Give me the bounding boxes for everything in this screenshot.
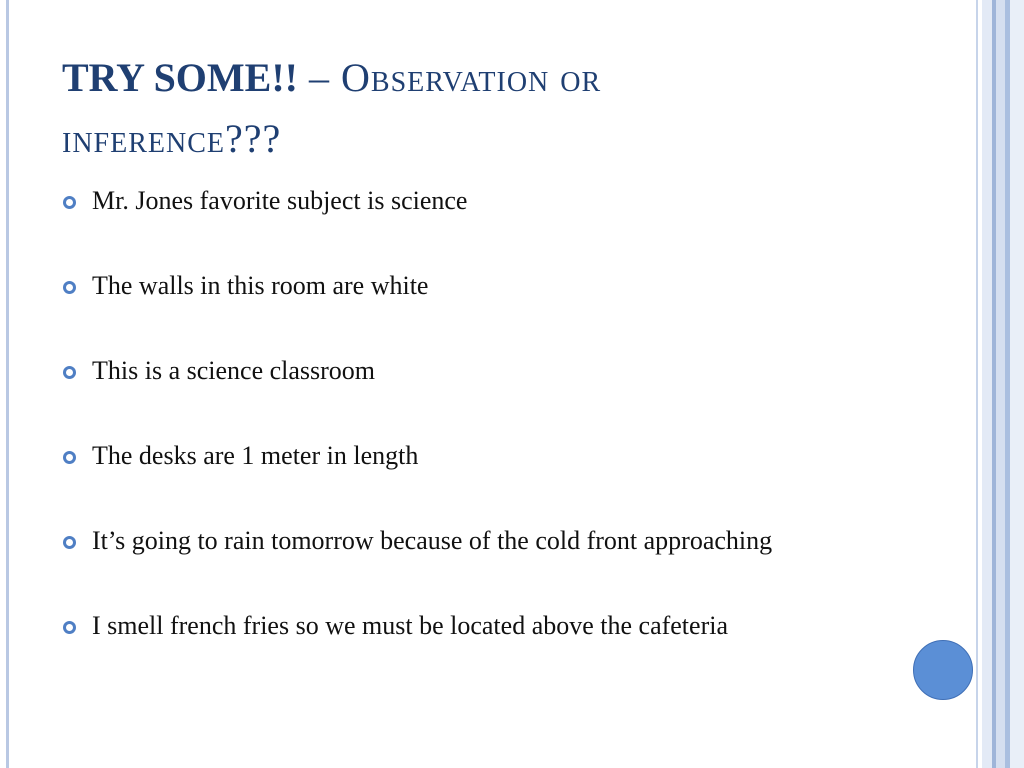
title-bold-part: TRY SOME!!: [62, 55, 298, 100]
bullet-text: The desks are 1 meter in length: [92, 441, 419, 470]
ring-bullet-icon: [63, 536, 76, 549]
title-rest-line1: – Observation or: [298, 55, 602, 100]
circle-accent-icon: [913, 640, 973, 700]
bullet-list: [62, 184, 822, 643]
bullet-text: It’s going to rain tomorrow because of the cold front approaching: [92, 526, 773, 555]
left-border-line: [6, 0, 9, 768]
bullet-item: [62, 184, 822, 218]
bullet-item: [62, 609, 822, 643]
ring-bullet-icon: [63, 281, 76, 294]
bullet-text: The walls in this room are white: [92, 271, 429, 300]
title-rest-line2: inference???: [62, 116, 282, 161]
bullet-text: I smell french fries so we must be located above the cafeteria: [92, 611, 728, 640]
ring-bullet-icon: [63, 366, 76, 379]
bullet-item: [62, 354, 822, 388]
ring-bullet-icon: [63, 621, 76, 634]
ring-bullet-icon: [63, 451, 76, 464]
bullet-text: This is a science classroom: [92, 356, 376, 385]
bullet-item: [62, 524, 822, 558]
right-stripe: [1010, 0, 1024, 768]
ring-bullet-icon: [63, 196, 76, 209]
right-stripe: [982, 0, 992, 768]
right-stripe: [996, 0, 1005, 768]
bullet-text: Mr. Jones favorite subject is science: [92, 186, 468, 215]
right-stripe: [976, 0, 978, 768]
bullet-item: [62, 439, 822, 473]
bullet-item: [62, 269, 822, 303]
slide-title: [62, 52, 922, 174]
